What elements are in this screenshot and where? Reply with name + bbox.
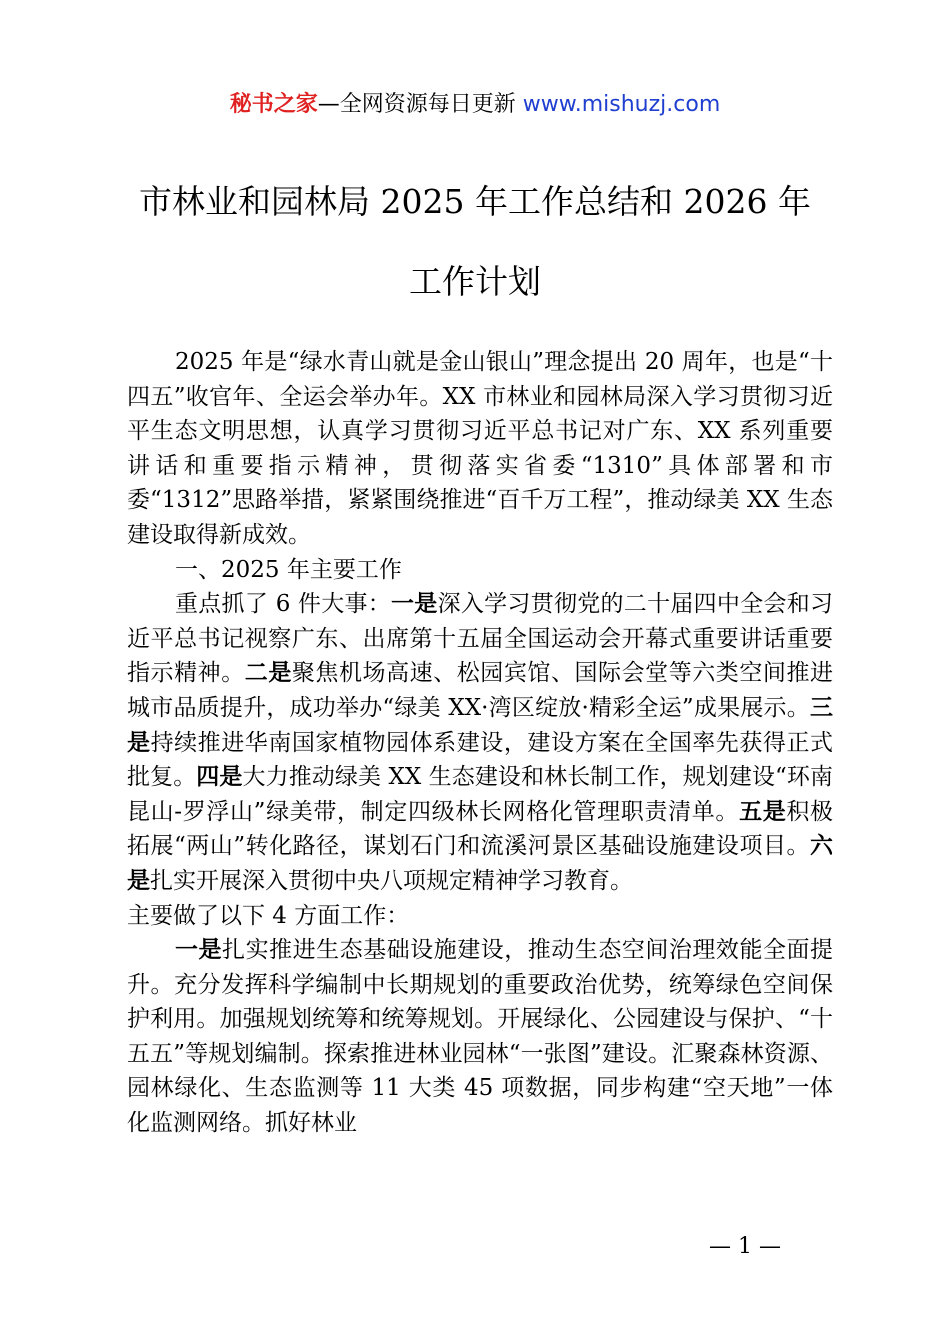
item-4-lead: 四是	[196, 763, 243, 791]
item-1-lead: 一是	[391, 590, 438, 618]
item-4-text: 大力推动绿美 XX 生态建设和林长制工作，规划建设“环南昆山-罗浮山”绿美带，制定四级林长网格化管理职责清单。	[127, 764, 834, 825]
title-line-1: 市林业和园林局 2025 年工作总结和 2026 年	[139, 182, 811, 221]
item-6-lead: 六是	[127, 832, 833, 894]
document-title	[100, 162, 850, 322]
paragraph-area-one	[127, 933, 833, 1141]
item-5-text: 积极拓展“两山”转化路径，谋划石门和流溪河景区基础设施建设项目。	[127, 798, 834, 860]
section-heading: 一、2025 年主要工作	[175, 556, 402, 583]
paragraph-major-events	[127, 587, 833, 898]
brand-name: 秘书之家	[229, 92, 318, 117]
page-number: — 1 —	[709, 1234, 781, 1259]
site-header	[0, 88, 950, 122]
header-tagline: —全网资源每日更新	[317, 92, 523, 117]
item-2-lead: 二是	[244, 659, 292, 687]
document-body	[127, 345, 833, 1141]
item-3-text: 持续推进华南国家植物园体系建设，建设方案在全国率先获得正式批复。	[127, 729, 834, 791]
paragraph-four-areas: 主要做了以下 4 方面工作：	[127, 902, 410, 929]
major-events-intro: 重点抓了 6 件大事：	[175, 591, 392, 618]
area-1-text: 扎实推进生态基础设施建设，推动生态空间治理效能全面提升。充分发挥科学编制中长期规划的重要政治优势，统筹绿色空间保护利用。加强规划统筹和统筹规划。开展绿化、公园建设与保护、“十五五”等规划编制。探索推进林业园林“一张图”建设。汇聚森林资源、园林绿化、生态监测等 11 大类 45 项数据，同步构建“空天地”一体化监测网络。抓好林业	[127, 937, 834, 1137]
site-url-link[interactable]: www.mishuzj.com	[522, 92, 721, 117]
area-1-lead: 一是	[175, 936, 223, 964]
title-line-2: 工作计划	[409, 262, 541, 301]
item-2-text: 聚焦机场高速、松园宾馆、国际会堂等六类空间推进城市品质提升，成功举办“绿美 XX·湾区绽放·精彩全运”成果展示。	[127, 660, 834, 721]
item-3-lead: 三是	[127, 693, 833, 756]
item-1-text: 深入学习贯彻党的二十届四中全会和习近平总书记视察广东、出席第十五届全国运动会开幕式重要讲话重要指示精神。	[127, 591, 834, 687]
item-6-text: 扎实开展深入贯彻中央八项规定精神学习教育。	[150, 867, 633, 894]
paragraph-intro: 2025 年是“绿水青山就是金山银山”理念提出 20 周年，也是“十四五”收官年、全运会举办年。XX 市林业和园林局深入学习贯彻习近平生态文明思想，认真学习贯彻习近平总书记对广东、XX 系列重要讲话和重要指示精神，贯彻落实省委“1310”具体部署和市委“1312”思路举措，紧紧围绕推进“百千万工程”，推动绿美 XX 生态建设取得新成效。	[127, 349, 833, 548]
item-5-lead: 五是	[739, 797, 787, 825]
